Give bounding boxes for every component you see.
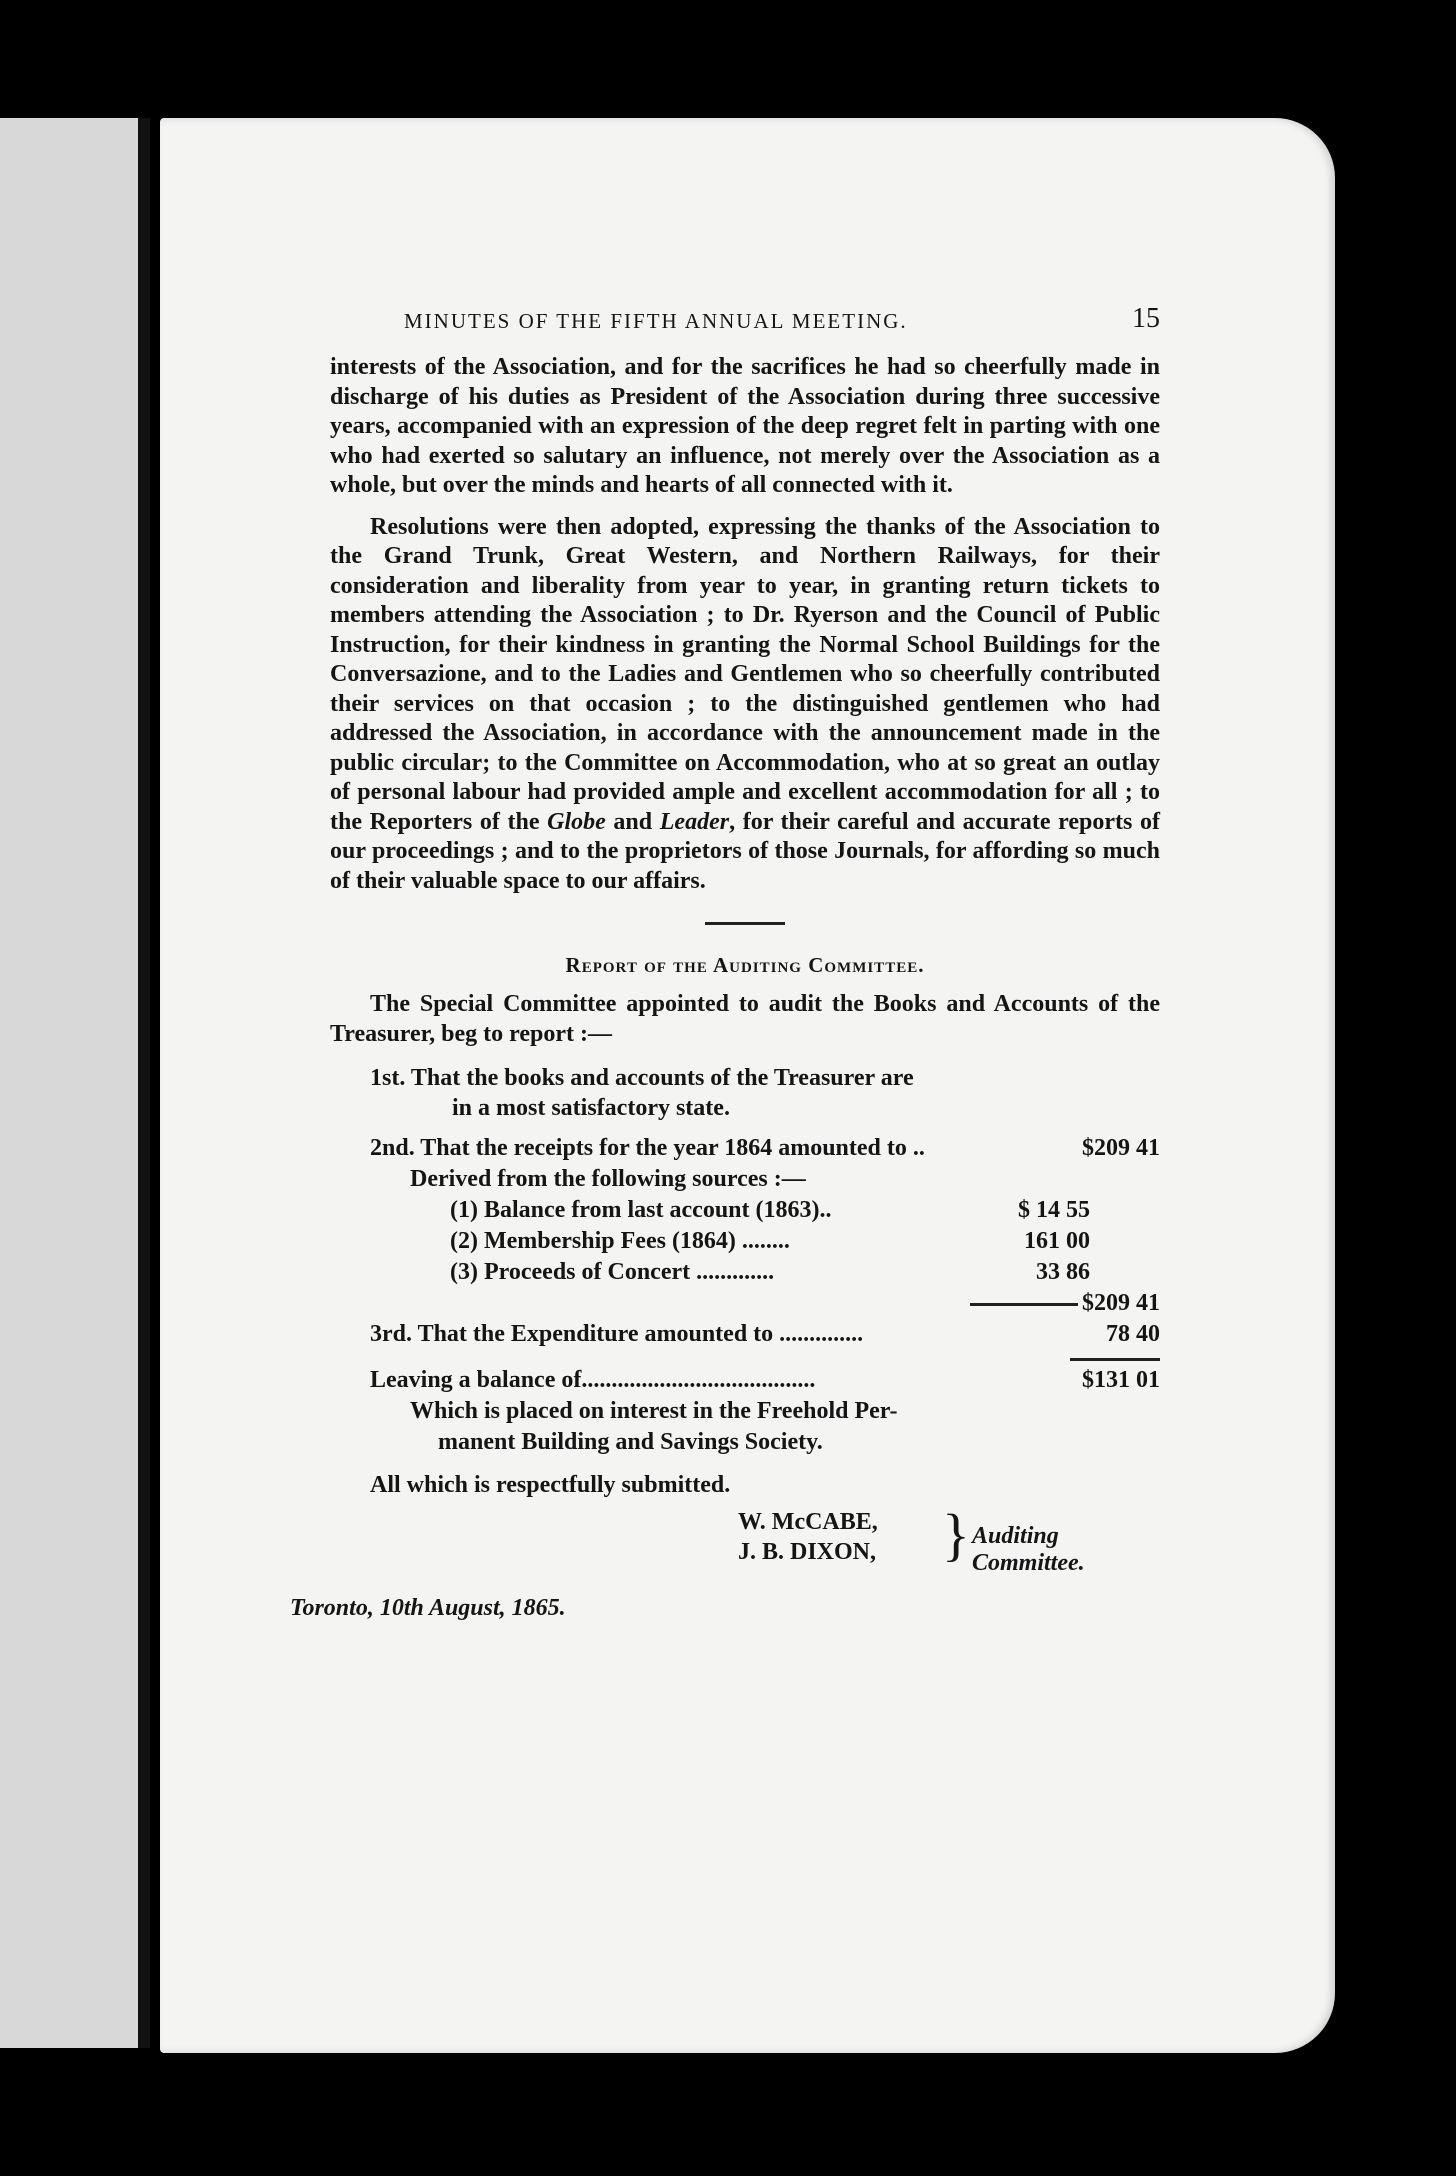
sources-total-row [330,1288,1160,1319]
source-label: (3) Proceeds of Concert ............. [450,1259,775,1285]
balance-amount: $131 01 [1082,1367,1160,1393]
page-content [290,303,1160,1622]
report-item-3 [330,1319,1160,1350]
source-row [330,1257,1090,1288]
resolutions-text-a: Resolutions were then adopted, expressing the thanks of the Association to the Grand Trunk, Great Western, and Northern Railways, for their consideration and liberality from year to year, in granting return tickets to members attending the Association ; to Dr. Ryerson and the Council of Public Instruction, for their kindness in granting the Normal School Buildings for the Conversazione, and to the Ladies and Gentlemen who so cheerfully contributed their services on that occasion ; to the distinguished gentlemen who had addressed the Association, in accordance with the announcement made in the public circular; to the Committee on Accommodation, who at so great an outlay of personal labour had provided ample and excellent accommodation for all ; to the Reporters of the [330,513,1160,835]
balance-row [330,1365,1160,1396]
derived-label: Derived from the following sources :— [410,1166,806,1192]
placed-line-b [330,1427,1160,1458]
source-amount: $ 14 55 [1018,1197,1090,1223]
report-item-1 [330,1063,1160,1123]
balance-label: Leaving a balance of....................................... [370,1367,816,1393]
placed-text-b: manent Building and Savings Society. [438,1429,823,1455]
signature-block [330,1502,1160,1585]
resolutions-text-b: and [605,808,660,835]
closing-text: All which is respectfully submitted. [370,1472,731,1498]
committee-name: Auditing Committee. [972,1523,1085,1576]
item1-line-a: 1st. That the books and accounts of the Treasurer are [370,1065,914,1091]
item2-label: 2nd. That the receipts for the year 1864 amounted to .. [370,1135,925,1161]
report-heading: Report of the Auditing Committee. [565,953,925,977]
book-spine [138,118,150,2048]
source-label: (2) Membership Fees (1864) ........ [450,1228,790,1254]
paragraph-resolutions [330,513,1160,897]
source-amount: 161 00 [1024,1228,1090,1254]
document-page [160,118,1335,2053]
derived-line [330,1164,1160,1195]
closing-line [330,1470,1160,1501]
section-divider [705,922,785,925]
subtotal-rule [970,1303,1078,1306]
report-intro: The Special Committee appointed to audit the Books and Accounts of the Treasurer, beg to report :— [330,991,1160,1047]
item2-amount: $209 41 [1082,1135,1160,1161]
page-number: 15 [1132,303,1160,334]
running-title: MINUTES OF THE FIFTH ANNUAL MEETING. [404,309,908,333]
placed-line-a [330,1396,1160,1427]
running-header [330,303,1160,343]
total-rule [1070,1358,1160,1361]
dateline: Toronto, 10th August, 1865. [290,1595,566,1621]
paragraph-continuation: interests of the Association, and for the sacrifices he had so cheerfully made in discharge of his duties as President of the Association during three successive years, accompanied with an expression of the deep regret felt in parting with one who had exerted so salutary an influence, not merely over the Association as a whole, but over the minds and hearts of all connected with it. [330,354,1160,498]
brace-glyph: } [942,1502,970,1567]
source-row [330,1226,1090,1257]
globe-title: Globe [547,808,606,835]
item3-label: 3rd. That the Expenditure amounted to .............. [370,1321,864,1347]
signer-names [738,1507,878,1567]
resolutions-text-c: , for their careful and accurate reports of our proceedings ; and to the proprietors of those Journals, for affording so much of their valuable space to our affairs. [330,808,1160,894]
facing-page-edge [0,118,150,2048]
placed-text-a: Which is placed on interest in the Freehold Per- [410,1398,898,1424]
signer-2: J. B. DIXON, [738,1539,877,1565]
item3-amount: 78 40 [1106,1321,1160,1347]
source-amount: 33 86 [1036,1259,1090,1285]
source-row [330,1195,1090,1226]
item1-line-b: in a most satisfactory state. [452,1095,730,1121]
signer-1: W. McCABE, [738,1509,878,1535]
leader-title: Leader [659,808,730,835]
sources-total: $209 41 [1082,1290,1160,1316]
source-label: (1) Balance from last account (1863).. [450,1197,832,1223]
report-item-2 [330,1133,1160,1164]
